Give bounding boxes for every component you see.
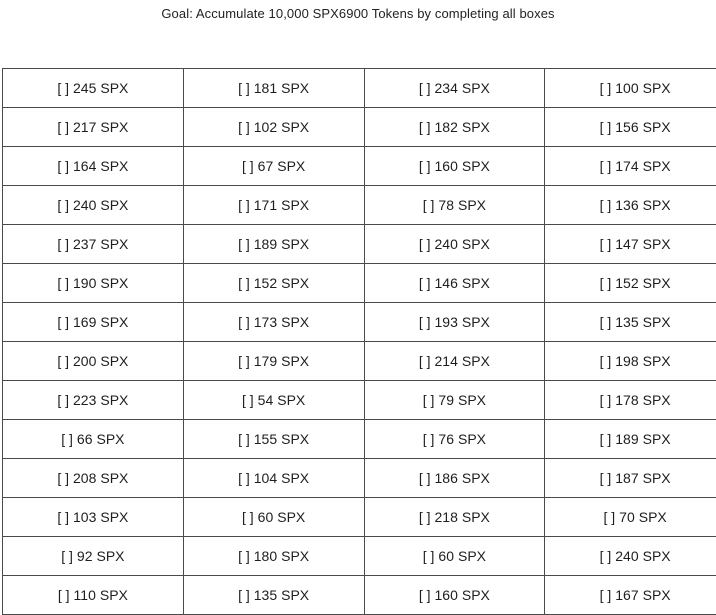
token-box[interactable] (242, 158, 305, 174)
token-box-cell[interactable] (3, 147, 184, 186)
token-unit: SPX (281, 236, 309, 252)
token-box[interactable] (238, 470, 309, 486)
token-amount: 147 (615, 236, 638, 252)
checkbox-icon[interactable]: [ ] (600, 392, 612, 408)
token-box-cell[interactable] (364, 459, 545, 498)
checkbox-icon[interactable]: [ ] (238, 353, 250, 369)
table-row (3, 108, 716, 147)
token-box[interactable] (238, 314, 309, 330)
token-unit: SPX (462, 236, 490, 252)
token-unit: SPX (643, 353, 671, 369)
token-box[interactable] (600, 158, 671, 174)
token-amount: 217 (73, 119, 96, 135)
token-unit: SPX (643, 548, 671, 564)
token-box[interactable] (57, 470, 128, 486)
token-box[interactable] (419, 314, 490, 330)
token-box-cell[interactable] (183, 537, 364, 576)
token-box-cell[interactable] (3, 381, 184, 420)
token-box[interactable] (423, 548, 486, 564)
token-box-cell[interactable] (364, 342, 545, 381)
checkbox-icon[interactable]: [ ] (600, 431, 612, 447)
token-amount: 181 (254, 80, 277, 96)
token-box-cell[interactable] (183, 420, 364, 459)
token-box[interactable] (423, 431, 486, 447)
token-box[interactable] (419, 353, 490, 369)
token-box[interactable] (238, 119, 309, 135)
token-box-cell[interactable] (545, 498, 716, 537)
token-box[interactable] (423, 392, 486, 408)
token-box[interactable] (61, 548, 124, 564)
checkbox-icon[interactable]: [ ] (57, 392, 69, 408)
token-box-cell[interactable] (545, 186, 716, 225)
checkbox-icon[interactable]: [ ] (238, 275, 250, 291)
token-box-cell[interactable] (364, 576, 545, 615)
token-unit: SPX (462, 470, 490, 486)
token-amount: 70 (619, 509, 635, 525)
token-box-cell[interactable] (545, 537, 716, 576)
token-box[interactable] (238, 353, 309, 369)
token-amount: 160 (435, 158, 458, 174)
token-amount: 180 (254, 548, 277, 564)
checkbox-icon[interactable]: [ ] (600, 275, 612, 291)
checkbox-icon[interactable]: [ ] (600, 587, 612, 603)
token-box[interactable] (238, 80, 309, 96)
table-row (3, 264, 716, 303)
token-box-cell[interactable] (364, 108, 545, 147)
token-amount: 189 (615, 431, 638, 447)
checkbox-icon[interactable]: [ ] (238, 587, 250, 603)
token-box[interactable] (58, 587, 128, 603)
checkbox-icon[interactable]: [ ] (600, 314, 612, 330)
token-box[interactable] (242, 509, 305, 525)
token-box-cell[interactable] (545, 264, 716, 303)
token-box-cell[interactable] (545, 108, 716, 147)
token-box[interactable] (238, 587, 309, 603)
token-amount: 110 (74, 587, 96, 603)
token-box-cell[interactable] (183, 69, 364, 108)
token-box[interactable] (600, 275, 671, 291)
token-amount: 92 (77, 548, 93, 564)
checkbox-icon[interactable]: [ ] (419, 275, 431, 291)
token-unit: SPX (96, 548, 124, 564)
table-row (3, 498, 716, 537)
token-box-cell[interactable] (364, 264, 545, 303)
token-unit: SPX (643, 392, 671, 408)
token-box-cell[interactable] (3, 459, 184, 498)
token-box[interactable] (600, 548, 671, 564)
checkbox-icon[interactable]: [ ] (600, 236, 612, 252)
checkbox-icon[interactable]: [ ] (57, 158, 69, 174)
token-box-cell[interactable] (183, 576, 364, 615)
token-amount: 155 (254, 431, 277, 447)
token-amount: 169 (73, 314, 96, 330)
token-box[interactable] (600, 353, 671, 369)
checkbox-icon[interactable]: [ ] (57, 236, 69, 252)
checkbox-icon[interactable]: [ ] (419, 80, 431, 96)
token-box-cell[interactable] (545, 420, 716, 459)
token-box[interactable] (600, 80, 671, 96)
token-amount: 152 (615, 275, 638, 291)
token-box[interactable] (57, 236, 128, 252)
checkbox-icon[interactable]: [ ] (61, 431, 73, 447)
token-box-cell[interactable] (3, 108, 184, 147)
token-amount: 179 (254, 353, 277, 369)
token-box[interactable] (600, 470, 671, 486)
token-amount: 214 (435, 353, 458, 369)
token-box-cell[interactable] (3, 576, 184, 615)
goal-title: Goal: Accumulate 10,000 SPX6900 Tokens by completing all boxes (0, 6, 716, 21)
token-unit: SPX (462, 80, 490, 96)
token-box[interactable] (57, 158, 128, 174)
token-amount: 104 (254, 470, 277, 486)
token-box-cell[interactable] (545, 225, 716, 264)
token-box-cell[interactable] (3, 264, 184, 303)
token-unit: SPX (458, 548, 486, 564)
token-box[interactable] (419, 587, 490, 603)
checkbox-icon[interactable]: [ ] (238, 197, 250, 213)
token-amount: 240 (435, 236, 458, 252)
checkbox-icon[interactable]: [ ] (242, 509, 254, 525)
table-row (3, 381, 716, 420)
checkbox-icon[interactable]: [ ] (423, 548, 435, 564)
token-unit: SPX (462, 509, 490, 525)
token-box-cell[interactable] (3, 225, 184, 264)
token-amount: 198 (615, 353, 638, 369)
checkbox-icon[interactable]: [ ] (242, 158, 254, 174)
table-row (3, 342, 716, 381)
token-amount: 178 (615, 392, 638, 408)
token-box[interactable] (61, 431, 124, 447)
token-amount: 189 (254, 236, 277, 252)
token-amount: 160 (435, 587, 458, 603)
table-row (3, 69, 716, 108)
token-amount: 76 (438, 431, 454, 447)
token-amount: 136 (615, 197, 638, 213)
token-unit: SPX (462, 314, 490, 330)
checkbox-icon[interactable]: [ ] (57, 509, 69, 525)
token-box[interactable] (419, 509, 490, 525)
checkbox-icon[interactable]: [ ] (419, 509, 431, 525)
token-box[interactable] (238, 548, 309, 564)
token-unit: SPX (100, 470, 128, 486)
token-amount: 60 (438, 548, 454, 564)
token-unit: SPX (462, 119, 490, 135)
token-box[interactable] (57, 119, 128, 135)
checkbox-icon[interactable]: [ ] (57, 353, 69, 369)
token-amount: 234 (435, 80, 458, 96)
token-amount: 78 (438, 197, 454, 213)
checkbox-icon[interactable]: [ ] (419, 119, 431, 135)
checkbox-icon[interactable]: [ ] (238, 119, 250, 135)
token-unit: SPX (458, 431, 486, 447)
token-box-cell[interactable] (183, 225, 364, 264)
checkbox-icon[interactable]: [ ] (423, 197, 435, 213)
token-unit: SPX (458, 197, 486, 213)
token-amount: 79 (438, 392, 454, 408)
token-amount: 171 (254, 197, 277, 213)
token-unit: SPX (281, 587, 309, 603)
checkbox-icon[interactable]: [ ] (419, 314, 431, 330)
token-unit: SPX (100, 275, 128, 291)
token-amount: 240 (73, 197, 96, 213)
token-unit: SPX (100, 587, 128, 603)
table-row (3, 147, 716, 186)
checkbox-icon[interactable]: [ ] (600, 158, 612, 174)
token-amount: 193 (435, 314, 458, 330)
token-unit: SPX (281, 119, 309, 135)
token-amount: 174 (615, 158, 638, 174)
token-box[interactable] (242, 392, 305, 408)
checkbox-icon[interactable]: [ ] (238, 548, 250, 564)
checkbox-icon[interactable]: [ ] (600, 119, 612, 135)
checkbox-icon[interactable]: [ ] (419, 158, 431, 174)
token-box-cell[interactable] (3, 498, 184, 537)
checkbox-icon[interactable]: [ ] (419, 587, 431, 603)
token-amount: 135 (254, 587, 277, 603)
token-box[interactable] (423, 197, 486, 213)
checkbox-icon[interactable]: [ ] (57, 119, 69, 135)
token-unit: SPX (281, 275, 309, 291)
token-box-grid (2, 68, 716, 615)
table-row (3, 459, 716, 498)
checkbox-icon[interactable]: [ ] (57, 80, 69, 96)
checkbox-icon[interactable]: [ ] (423, 431, 435, 447)
checkbox-icon[interactable]: [ ] (600, 80, 612, 96)
checkbox-icon[interactable]: [ ] (61, 548, 73, 564)
token-amount: 135 (615, 314, 638, 330)
token-amount: 240 (615, 548, 638, 564)
token-box[interactable] (238, 236, 309, 252)
token-box[interactable] (419, 119, 490, 135)
token-unit: SPX (100, 80, 128, 96)
token-box[interactable] (238, 197, 309, 213)
token-unit: SPX (458, 392, 486, 408)
token-box-cell[interactable] (183, 186, 364, 225)
token-box-cell[interactable] (545, 459, 716, 498)
token-unit: SPX (643, 236, 671, 252)
token-box[interactable] (419, 158, 490, 174)
token-unit: SPX (643, 158, 671, 174)
checkbox-icon[interactable]: [ ] (238, 80, 250, 96)
token-unit: SPX (96, 431, 124, 447)
token-unit: SPX (100, 353, 128, 369)
token-unit: SPX (643, 470, 671, 486)
token-amount: 60 (258, 509, 274, 525)
checkbox-icon[interactable]: [ ] (600, 548, 612, 564)
token-unit: SPX (100, 158, 128, 174)
token-amount: 103 (73, 509, 96, 525)
token-box-cell[interactable] (364, 537, 545, 576)
token-amount: 208 (73, 470, 96, 486)
checkbox-icon[interactable]: [ ] (600, 197, 612, 213)
table-row (3, 303, 716, 342)
token-box[interactable] (600, 197, 671, 213)
token-unit: SPX (281, 80, 309, 96)
checkbox-icon[interactable]: [ ] (58, 587, 70, 603)
token-amount: 187 (615, 470, 638, 486)
token-box-cell[interactable] (545, 303, 716, 342)
checkbox-icon[interactable]: [ ] (57, 314, 69, 330)
token-unit: SPX (643, 431, 671, 447)
token-box-cell[interactable] (3, 186, 184, 225)
token-box-cell[interactable] (545, 147, 716, 186)
token-unit: SPX (643, 587, 671, 603)
token-box[interactable] (419, 275, 490, 291)
token-amount: 245 (73, 80, 96, 96)
token-box-cell[interactable] (3, 537, 184, 576)
token-unit: SPX (643, 119, 671, 135)
token-box[interactable] (57, 80, 128, 96)
token-unit: SPX (643, 314, 671, 330)
token-unit: SPX (462, 587, 490, 603)
token-amount: 164 (73, 158, 96, 174)
checkbox-icon[interactable]: [ ] (600, 470, 612, 486)
token-box-cell[interactable] (545, 342, 716, 381)
token-box[interactable] (419, 236, 490, 252)
token-box[interactable] (600, 392, 671, 408)
token-amount: 173 (254, 314, 277, 330)
token-box-cell[interactable] (183, 108, 364, 147)
token-box-cell[interactable] (183, 342, 364, 381)
token-box-cell[interactable] (364, 381, 545, 420)
token-box-cell[interactable] (183, 381, 364, 420)
checkbox-icon[interactable]: [ ] (423, 392, 435, 408)
token-amount: 66 (77, 431, 93, 447)
token-box[interactable] (600, 236, 671, 252)
checkbox-icon[interactable]: [ ] (242, 392, 254, 408)
token-amount: 152 (254, 275, 277, 291)
token-amount: 100 (615, 80, 638, 96)
token-box[interactable] (600, 119, 671, 135)
token-box-cell[interactable] (183, 459, 364, 498)
token-box-cell[interactable] (3, 342, 184, 381)
token-unit: SPX (277, 158, 305, 174)
checkbox-icon[interactable]: [ ] (238, 236, 250, 252)
token-box-cell[interactable] (364, 69, 545, 108)
token-box[interactable] (57, 353, 128, 369)
checkbox-icon[interactable]: [ ] (57, 275, 69, 291)
token-box[interactable] (603, 509, 666, 525)
token-box[interactable] (57, 509, 128, 525)
token-box-cell[interactable] (364, 225, 545, 264)
token-box-cell[interactable] (183, 147, 364, 186)
token-unit: SPX (277, 392, 305, 408)
token-amount: 237 (73, 236, 96, 252)
token-amount: 223 (73, 392, 96, 408)
checkbox-icon[interactable]: [ ] (238, 314, 250, 330)
token-amount: 218 (435, 509, 458, 525)
table-row (3, 420, 716, 459)
token-box-cell[interactable] (545, 576, 716, 615)
grid-body (3, 69, 716, 615)
token-box[interactable] (600, 431, 671, 447)
token-box-cell[interactable] (364, 420, 545, 459)
table-row (3, 537, 716, 576)
token-unit: SPX (643, 80, 671, 96)
token-unit: SPX (277, 509, 305, 525)
token-box[interactable] (600, 314, 671, 330)
token-box-cell[interactable] (545, 69, 716, 108)
token-box-cell[interactable] (364, 303, 545, 342)
token-unit: SPX (100, 197, 128, 213)
token-unit: SPX (462, 353, 490, 369)
token-amount: 182 (435, 119, 458, 135)
token-unit: SPX (100, 236, 128, 252)
token-box[interactable] (57, 275, 128, 291)
token-amount: 167 (615, 587, 638, 603)
checkbox-icon[interactable]: [ ] (419, 236, 431, 252)
token-box[interactable] (600, 587, 671, 603)
token-box-cell[interactable] (364, 147, 545, 186)
token-box[interactable] (238, 431, 309, 447)
token-amount: 54 (258, 392, 274, 408)
token-amount: 186 (435, 470, 458, 486)
token-box-cell[interactable] (545, 381, 716, 420)
token-unit: SPX (643, 197, 671, 213)
checkbox-icon[interactable]: [ ] (419, 353, 431, 369)
token-box-cell[interactable] (183, 264, 364, 303)
token-unit: SPX (100, 509, 128, 525)
token-box[interactable] (57, 197, 128, 213)
token-unit: SPX (643, 275, 671, 291)
token-box-cell[interactable] (3, 69, 184, 108)
token-amount: 156 (615, 119, 638, 135)
token-amount: 146 (435, 275, 458, 291)
token-box[interactable] (57, 392, 128, 408)
checkbox-icon[interactable]: [ ] (419, 470, 431, 486)
checkbox-icon[interactable]: [ ] (238, 431, 250, 447)
checkbox-icon[interactable]: [ ] (57, 197, 69, 213)
table-row (3, 225, 716, 264)
token-unit: SPX (639, 509, 667, 525)
table-row (3, 576, 716, 615)
token-box-cell[interactable] (183, 498, 364, 537)
checkbox-icon[interactable]: [ ] (603, 509, 615, 525)
token-amount: 102 (254, 119, 277, 135)
token-unit: SPX (462, 275, 490, 291)
token-unit: SPX (281, 470, 309, 486)
table-row (3, 186, 716, 225)
token-amount: 67 (258, 158, 274, 174)
token-unit: SPX (281, 197, 309, 213)
token-unit: SPX (100, 314, 128, 330)
token-unit: SPX (100, 392, 128, 408)
token-unit: SPX (281, 548, 309, 564)
token-box-cell[interactable] (3, 303, 184, 342)
token-unit: SPX (462, 158, 490, 174)
token-box-cell[interactable] (364, 186, 545, 225)
checkbox-icon[interactable]: [ ] (57, 470, 69, 486)
token-unit: SPX (100, 119, 128, 135)
token-box[interactable] (238, 275, 309, 291)
token-box[interactable] (419, 80, 490, 96)
token-box-cell[interactable] (3, 420, 184, 459)
checkbox-icon[interactable]: [ ] (238, 470, 250, 486)
token-amount: 190 (73, 275, 96, 291)
checkbox-icon[interactable]: [ ] (600, 353, 612, 369)
token-box-cell[interactable] (183, 303, 364, 342)
token-unit: SPX (281, 353, 309, 369)
token-unit: SPX (281, 314, 309, 330)
token-amount: 200 (73, 353, 96, 369)
token-box[interactable] (57, 314, 128, 330)
token-box[interactable] (419, 470, 490, 486)
token-unit: SPX (281, 431, 309, 447)
token-box-cell[interactable] (364, 498, 545, 537)
